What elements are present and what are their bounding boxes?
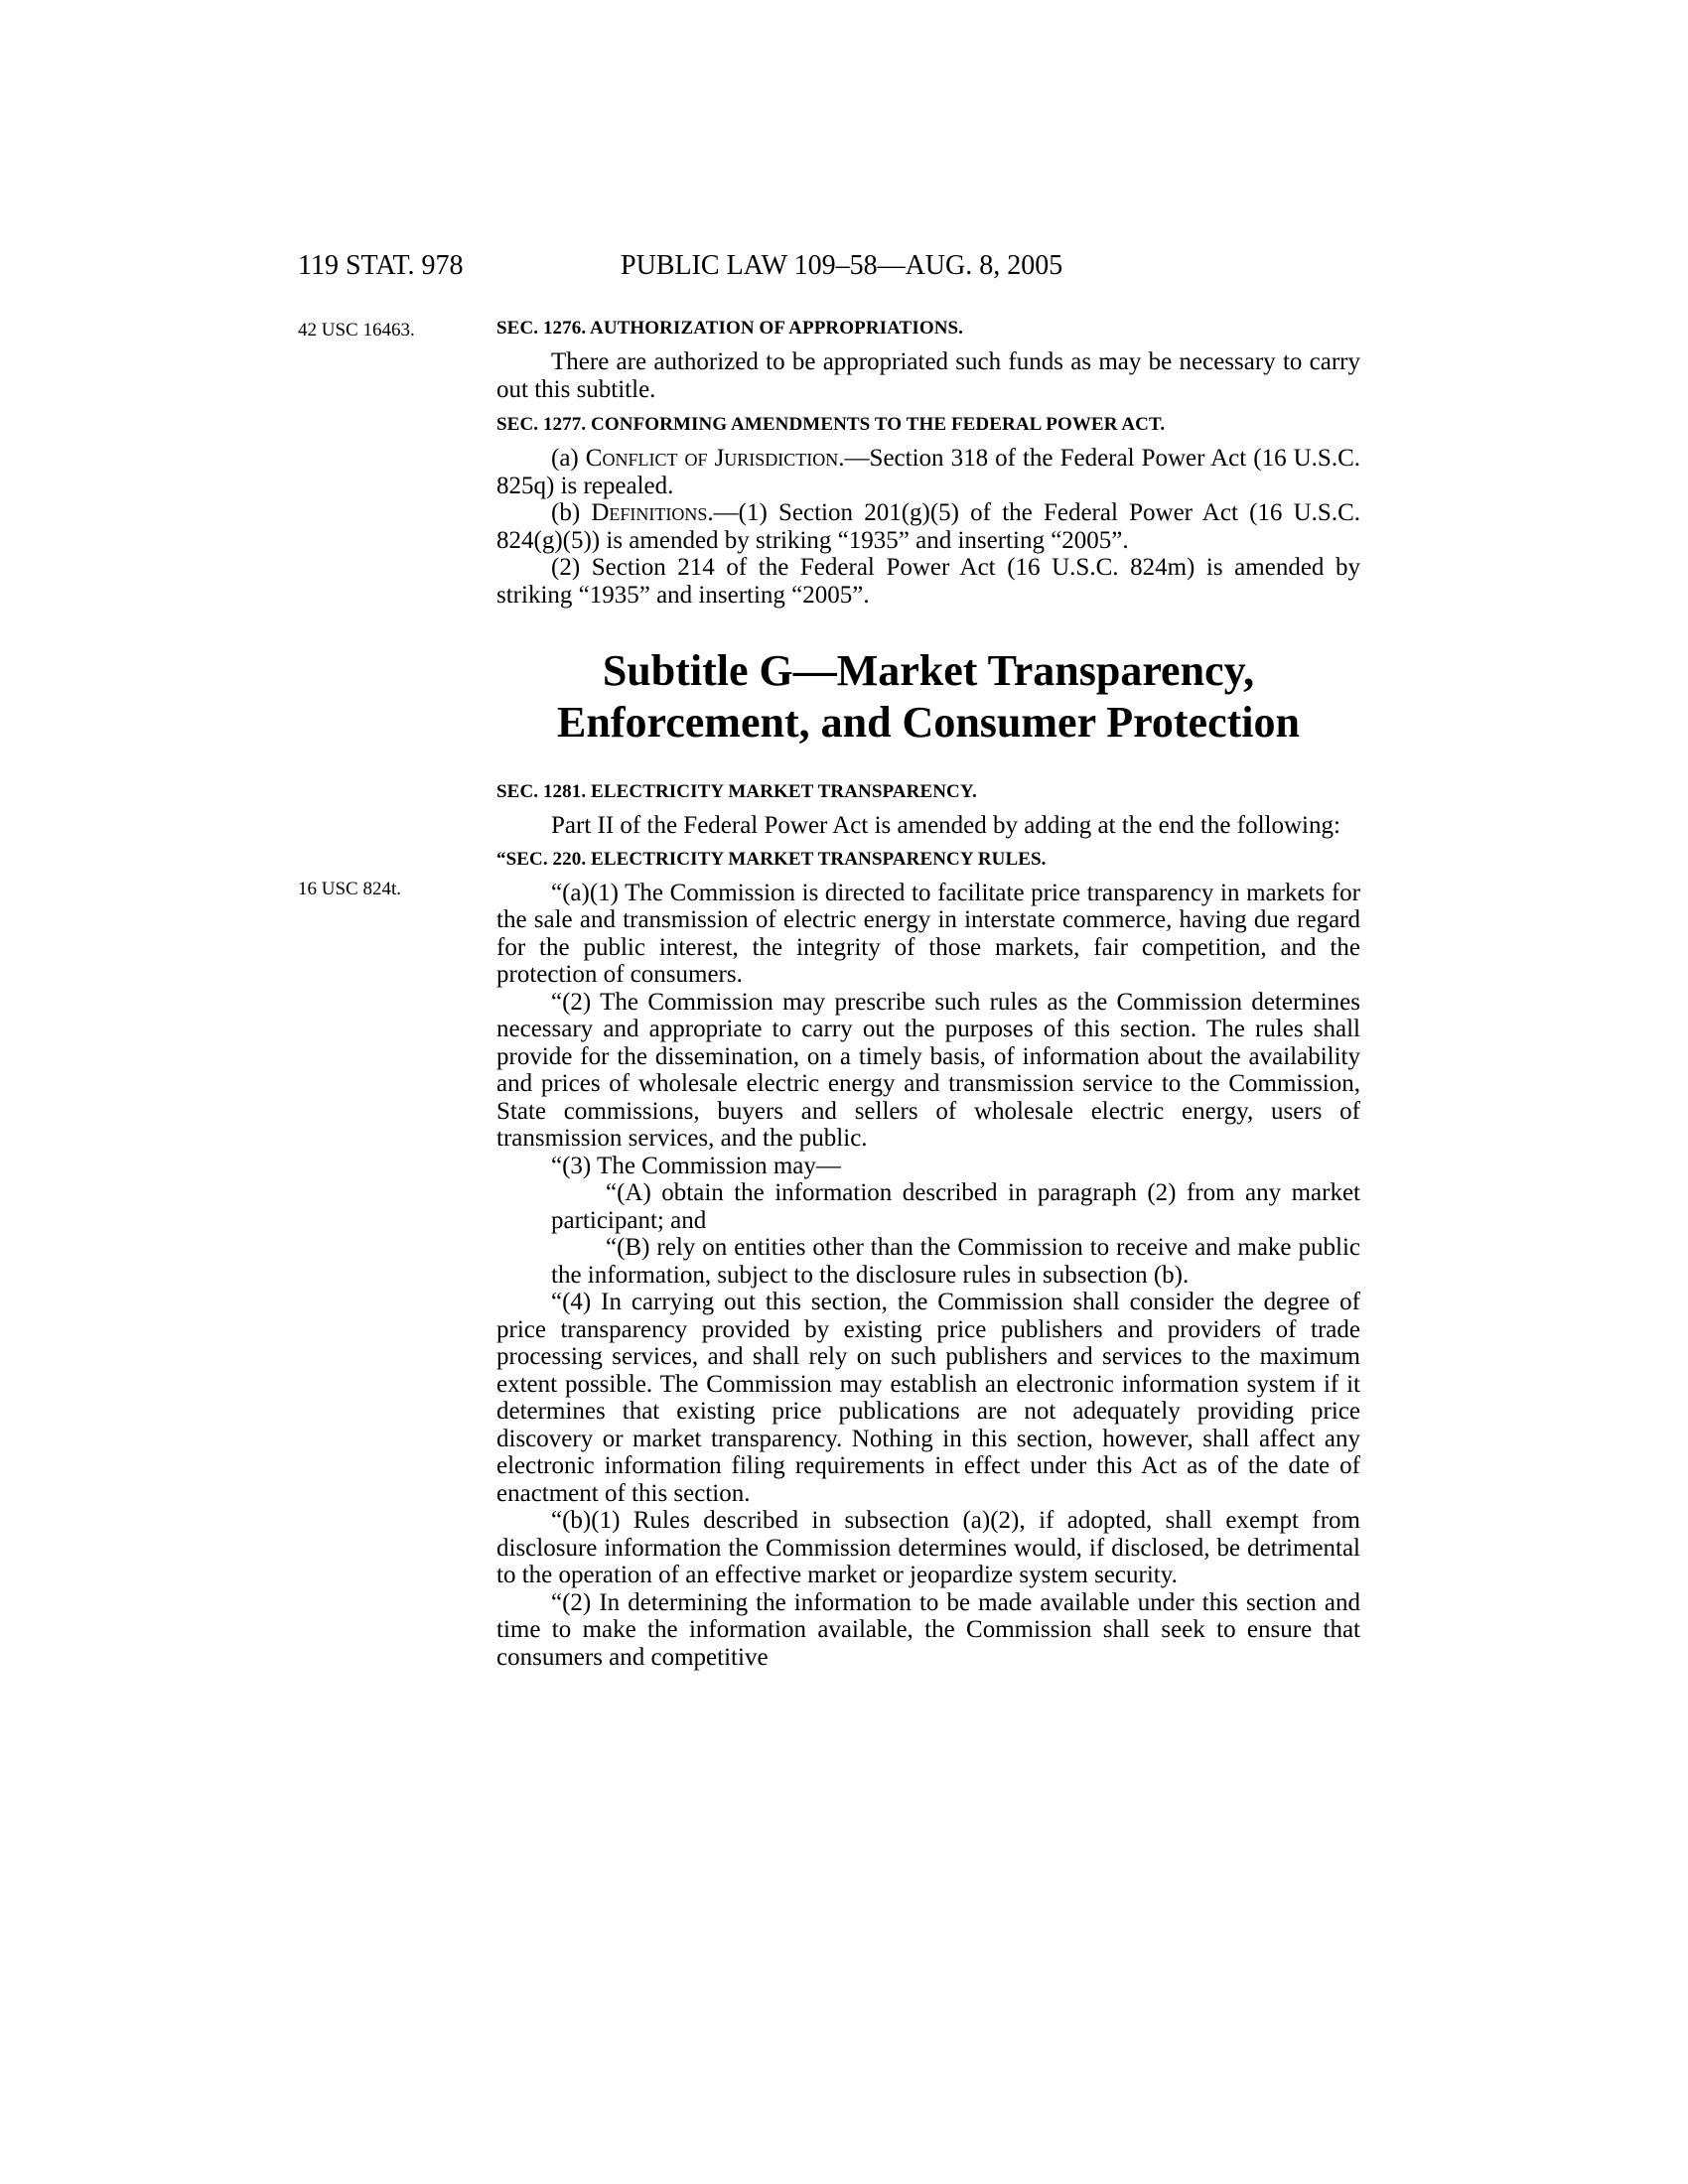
sec-1277-a-label: (a): [551, 445, 586, 472]
sec-1281-heading: SEC. 1281. ELECTRICITY MARKET TRANSPARENCY.: [496, 781, 977, 802]
sec-220-a3: “(3) The Commission may—: [551, 1152, 841, 1179]
sec-1277-a-text: .—Section 318 of the Federal Power Act (16 U.S.C. 825q) is repealed.: [496, 445, 1360, 499]
sec-1277-b2: (2) Section 214 of the Federal Power Act (16 U.S.C. 824m) is amended by striking “1935” and inserting “2005”.: [496, 554, 1360, 609]
sec-1277-a-caption: Conflict of Jurisdiction: [585, 445, 839, 472]
sec-220-a1: “(a)(1) The Commission is directed to facilitate price transparency in markets for the sale and transmission of electric energy in interstate commerce, having due regard for the public interest, the integrity of those markets, fair competition, and the protection of consumers.: [496, 879, 1360, 988]
sec-1281-intro: Part II of the Federal Power Act is amended by adding at the end the following:: [551, 812, 1340, 839]
sec-1276-text: There are authorized to be appropriated such funds as may be necessary to carry out this subtitle.: [496, 348, 1360, 403]
sec-1277-a: [496, 445, 1360, 499]
sec-220-a2: “(2) The Commission may prescribe such rules as the Commission determines necessary and appropriate to carry out the purposes of this section. The rules shall provide for the dissemination, on a timely basis, of information about the availability and prices of wholesale electric energy and transmission service to the Commission, State commissions, buyers and sellers of wholesale electric energy, users of transmission services, and the public.: [496, 988, 1360, 1152]
sec-1277-b: [496, 499, 1360, 554]
sec-1277-b-label: (b): [551, 499, 592, 526]
sec-1277-heading: SEC. 1277. CONFORMING AMENDMENTS TO THE FEDERAL POWER ACT.: [496, 414, 1166, 435]
subtitle-line-2: Enforcement, and Consumer Protection: [557, 698, 1300, 747]
sec-1281-block: [496, 781, 1360, 1671]
margin-note-42usc16463: 42 USC 16463.: [298, 320, 415, 341]
stat-citation: 119 STAT. 978: [298, 250, 464, 281]
subtitle-g: [496, 645, 1360, 749]
margin-note-16usc824t: 16 USC 824t.: [298, 879, 401, 899]
sec-1277-b-caption: Definitions: [591, 499, 708, 526]
sec-220-a3B: “(B) rely on entities other than the Commission to receive and make public the information, subject to the disclosure rules in subsection (b).: [551, 1234, 1360, 1289]
subtitle-line-1: Subtitle G—Market Transparency,: [602, 646, 1255, 695]
public-law-title: PUBLIC LAW 109–58—AUG. 8, 2005: [621, 250, 1063, 281]
sec-220-heading: “SEC. 220. ELECTRICITY MARKET TRANSPARENCY RULES.: [496, 848, 1047, 870]
sec-1276-block: [496, 318, 1360, 609]
sec-1277-b-text: .—(1) Section 201(g)(5) of the Federal Power Act (16 U.S.C. 824(g)(5)) is amended by striking “1935” and inserting “2005”.: [496, 499, 1361, 554]
sec-220-a3A: “(A) obtain the information described in paragraph (2) from any market participant; and: [551, 1179, 1360, 1234]
sec-220-b1: “(b)(1) Rules described in subsection (a)(2), if adopted, shall exempt from disclosure information the Commission determines would, if disclosed, be detrimental to the operation of an effective market or jeopardize system security.: [496, 1507, 1360, 1588]
sec-220-b2: “(2) In determining the information to be made available under this section and time to make the information available, the Commission shall seek to ensure that consumers and competitive: [496, 1588, 1360, 1671]
sec-1276-heading: SEC. 1276. AUTHORIZATION OF APPROPRIATIONS.: [496, 318, 964, 339]
page-header: [0, 250, 1688, 290]
sec-220-a4: “(4) In carrying out this section, the Commission shall consider the degree of price transparency provided by existing price publishers and providers of trade processing services, and shall rely on such publishers and services to the maximum extent possible. The Commission may establish an electronic information system if it determines that existing price publications are not adequately providing price discovery or market transparency. Nothing in this section, however, shall affect any electronic information filing requirements in effect under this Act as of the date of enactment of this section.: [496, 1289, 1360, 1507]
